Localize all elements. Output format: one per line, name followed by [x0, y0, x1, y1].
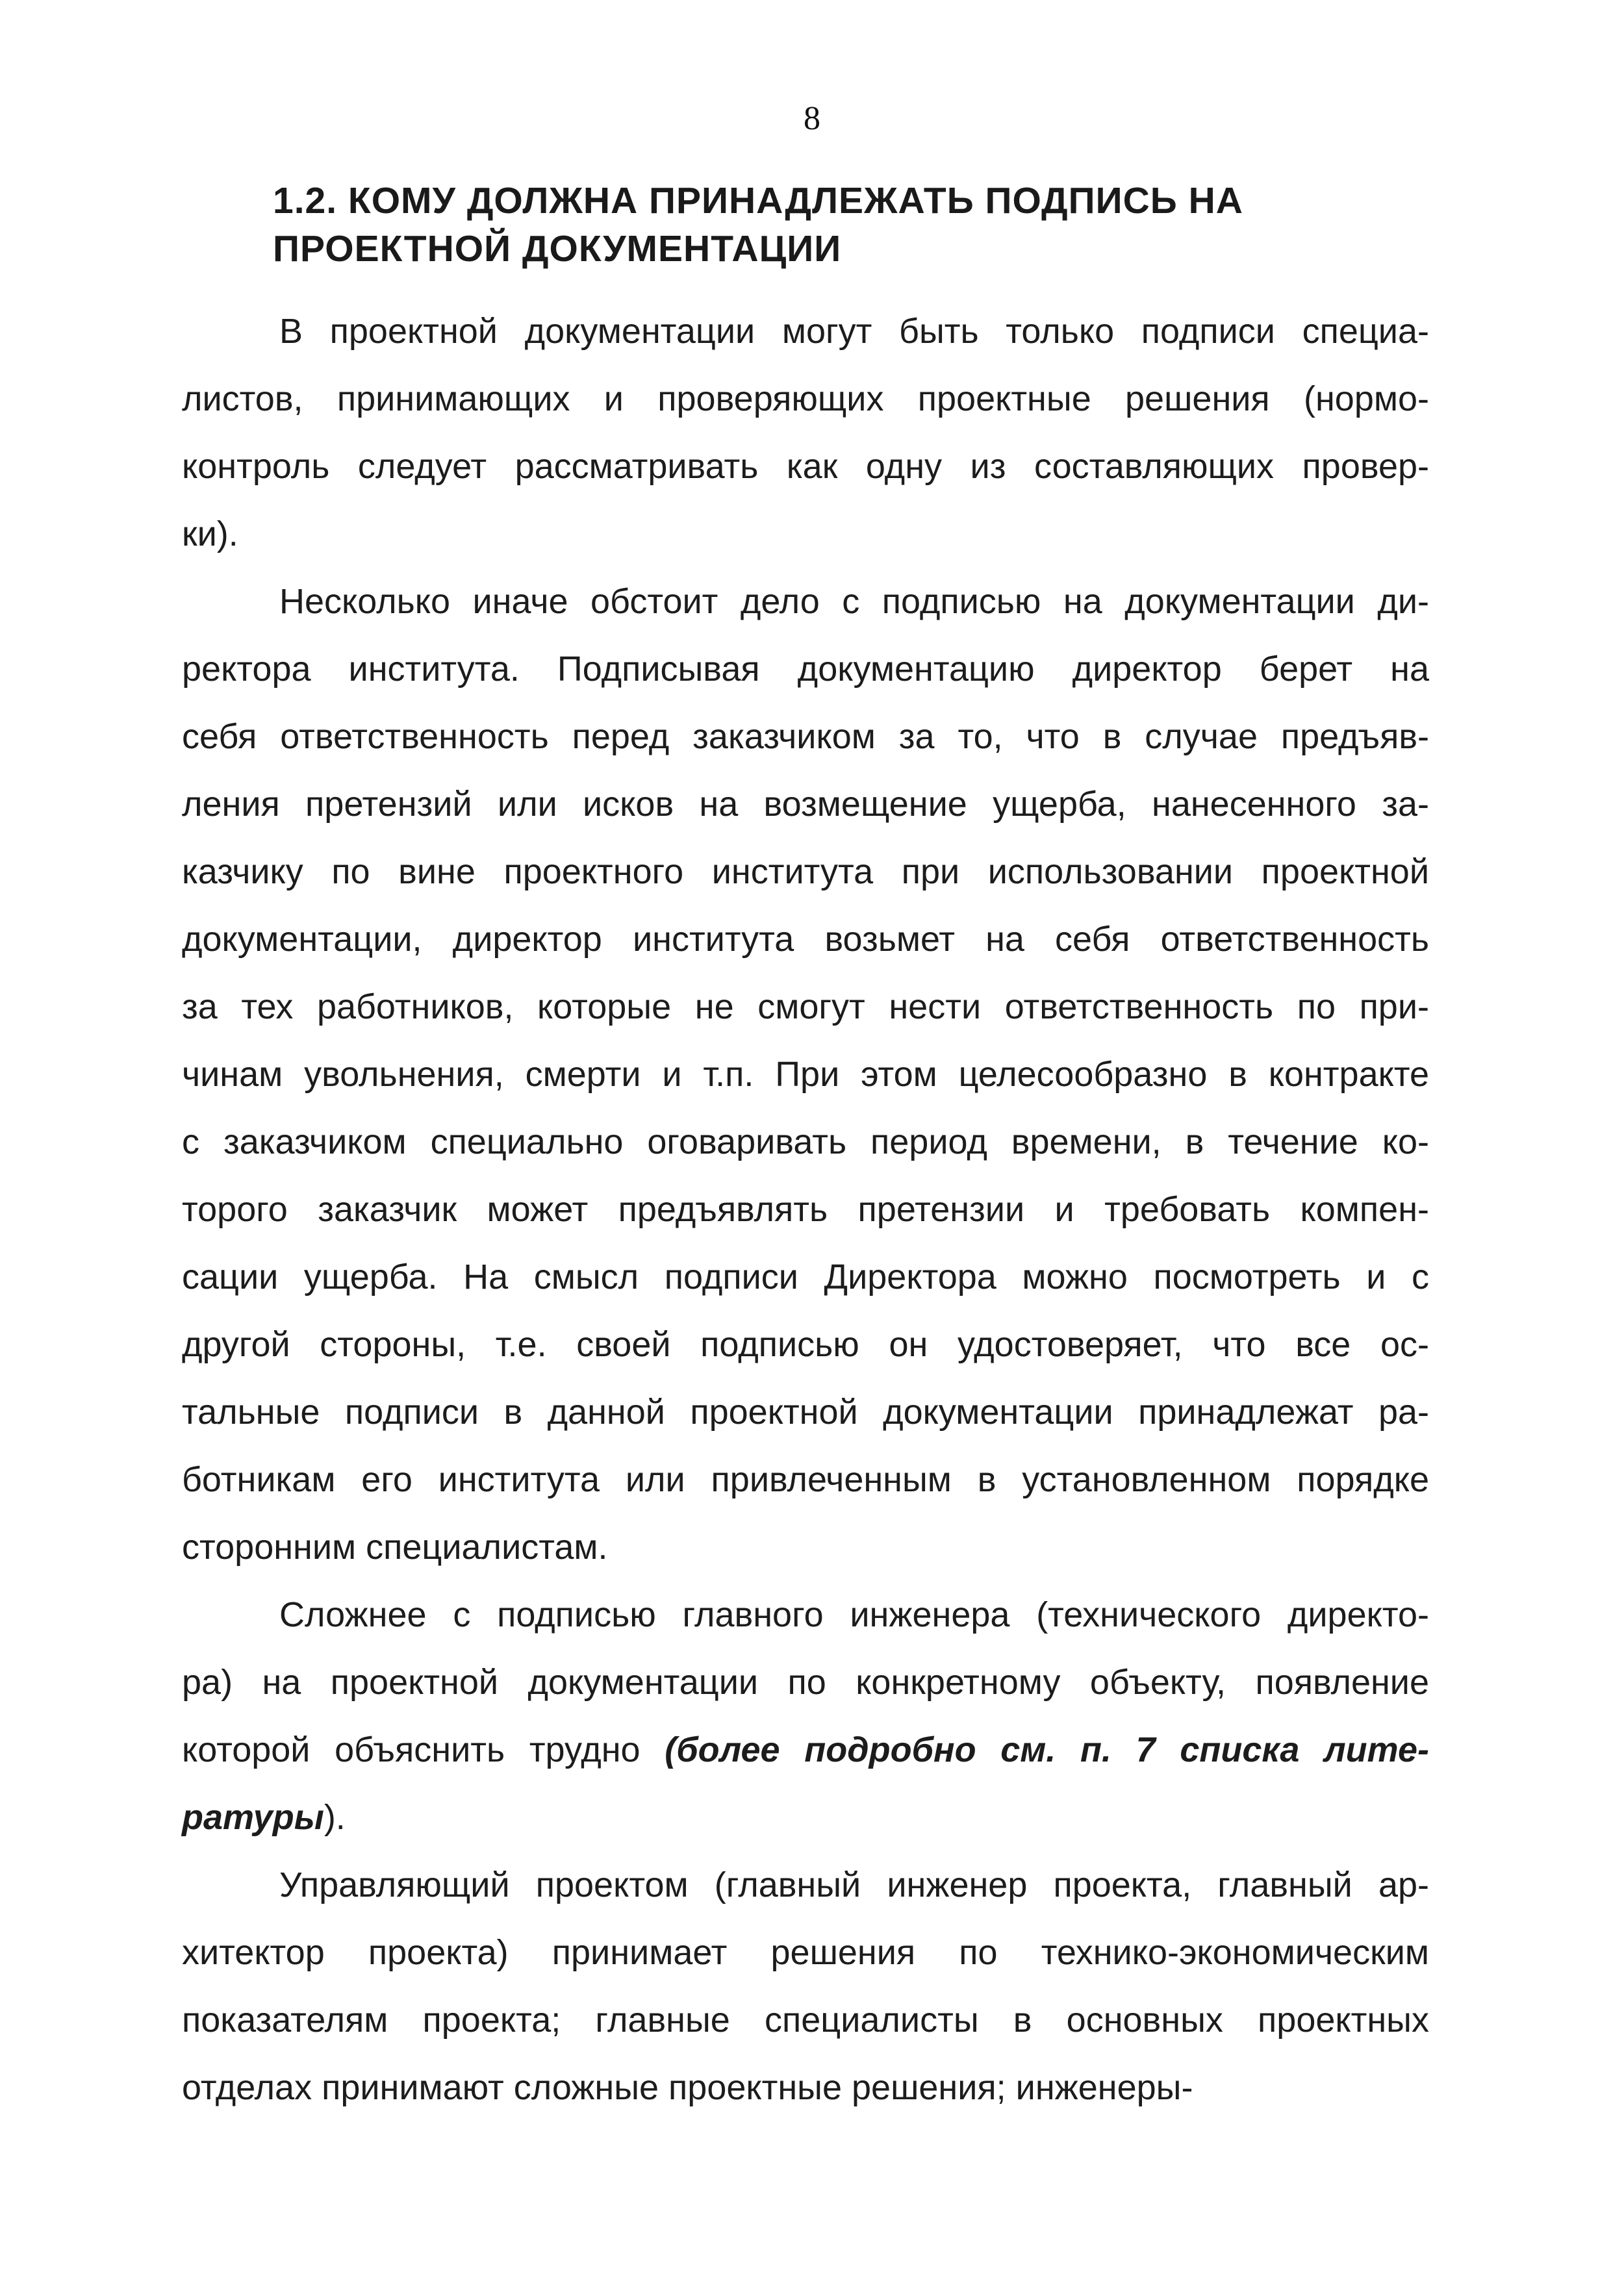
- section-heading: [273, 177, 1507, 273]
- paragraph-line: ки).: [182, 514, 238, 553]
- paragraph-line: чинам увольнения, смерти и т.п. При этом целесообразно в контракте: [182, 1055, 1429, 1094]
- paragraph-line: документации, директор института возьмет на себя ответственность: [182, 920, 1429, 959]
- paragraph-line: В проектной документации могут быть только подписи специа-: [279, 312, 1429, 351]
- paragraph-line: показателям проекта; главные специалисты в основных проектных: [182, 2001, 1429, 2040]
- paragraph-line: тальные подписи в данной проектной документации принадлежат ра-: [182, 1393, 1429, 1432]
- page-number: 8: [804, 100, 820, 137]
- paragraph-text: которой объяснить трудно: [182, 1730, 665, 1769]
- paragraph-line: хитектор проекта) принимает решения по технико-экономическим: [182, 1933, 1429, 1972]
- paragraph-line: [182, 1716, 1429, 1784]
- paragraph-3: [182, 1581, 1429, 1851]
- paragraph-line: ботникам его института или привлеченным в установленном порядке: [182, 1460, 1429, 1499]
- section-heading-line-1: 1.2. КОМУ ДОЛЖНА ПРИНАДЛЕЖАТЬ ПОДПИСЬ НА: [273, 180, 1243, 221]
- paragraph-line: ректора института. Подписывая документацию директор берет на: [182, 650, 1429, 689]
- paragraph-line: листов, принимающих и проверяющих проектные решения (нормо-: [182, 379, 1429, 418]
- paragraph-line: себя ответственность перед заказчиком за то, что в случае предъяв-: [182, 717, 1429, 756]
- paragraph-line: за тех работников, которые не смогут нести ответственность по при-: [182, 987, 1429, 1026]
- paragraph-line: Управляющий проектом (главный инженер проекта, главный ар-: [279, 1865, 1429, 1904]
- paragraph-line: контроль следует рассматривать как одну из составляющих провер-: [182, 447, 1429, 486]
- paragraph-line: казчику по вине проектного института при использовании проектной: [182, 852, 1429, 891]
- literature-reference: (более подробно см. п. 7 списка лите-: [665, 1730, 1429, 1769]
- paragraph-1: [182, 297, 1429, 568]
- paragraph-line: ления претензий или исков на возмещение ущерба, нанесенного за-: [182, 785, 1429, 824]
- paragraph-line: с заказчиком специально оговаривать период времени, в течение ко-: [182, 1122, 1429, 1161]
- paragraph-4: [182, 1851, 1429, 2121]
- paragraph-line: сации ущерба. На смысл подписи Директора можно посмотреть и с: [182, 1257, 1429, 1296]
- paragraph-line: Сложнее с подписью главного инженера (технического директо-: [279, 1595, 1429, 1634]
- paragraph-text: ).: [324, 1798, 346, 1837]
- paragraph-line: торого заказчик может предъявлять претензии и требовать компен-: [182, 1190, 1429, 1229]
- section-heading-line-2: ПРОЕКТНОЙ ДОКУМЕНТАЦИИ: [273, 228, 842, 270]
- paragraph-line: ра) на проектной документации по конкретному объекту, появление: [182, 1663, 1429, 1702]
- paragraph-line: [182, 1784, 1429, 1851]
- paragraph-line: отделах принимают сложные проектные решения; инженеры-: [182, 2068, 1193, 2107]
- paragraph-line: другой стороны, т.е. своей подписью он удостоверяет, что все ос-: [182, 1325, 1429, 1364]
- paragraph-line: сторонним специалистам.: [182, 1528, 608, 1567]
- literature-reference: ратуры: [182, 1798, 324, 1837]
- body-text: [182, 297, 1429, 2121]
- paragraph-2: [182, 568, 1429, 1581]
- paragraph-line: Несколько иначе обстоит дело с подписью на документации ди-: [279, 582, 1429, 621]
